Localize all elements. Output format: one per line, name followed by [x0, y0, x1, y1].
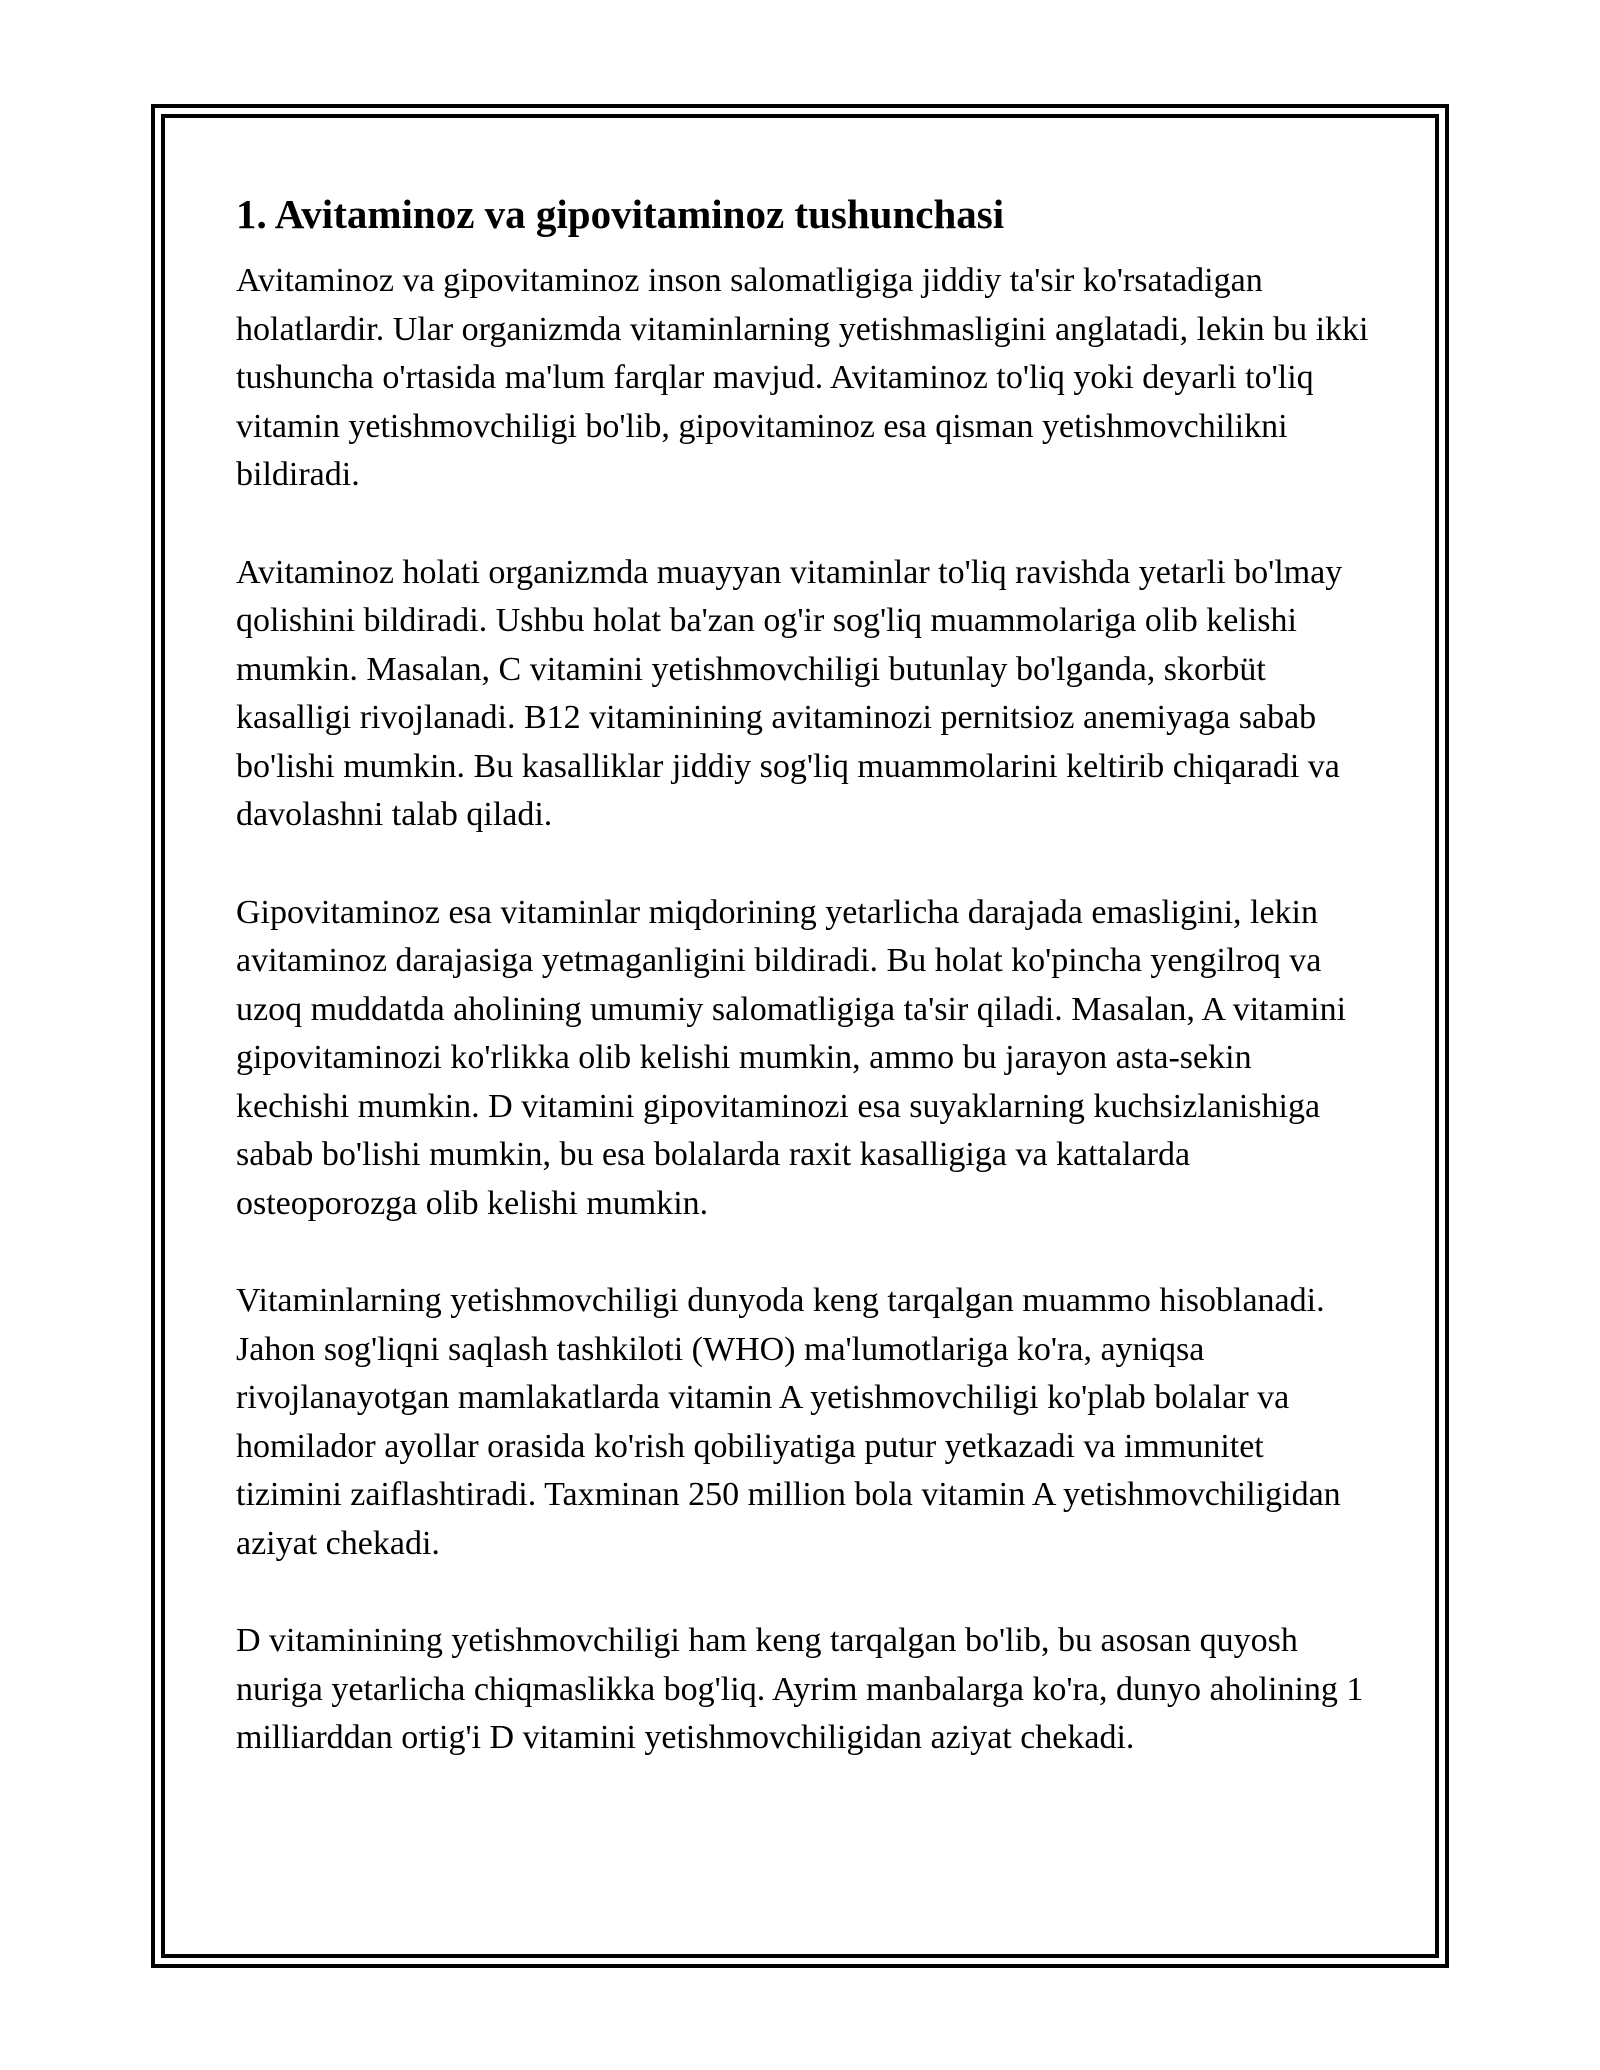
document-body [236, 185, 1371, 1812]
paragraph-4: Vitaminlarning yetishmovchiligi dunyoda keng tarqalgan muammo hisoblanadi. Jahon sog'liqni saqlash tashkiloti (WHO) ma'lumotlariga ko'ra, ayniqsa rivojlanayotgan mamlakatlarda vitamin A yetishmovchiligi ko'plab bolalar va homilador ayollar orasida ko'rish qobiliyatiga putur yetkazadi va immunitet tizimini zaiflashtiradi. Taxminan 250 million bola vitamin A yetishmovchiligidan aziyat chekadi. [236, 1282, 1341, 1562]
section-heading: 1. Avitaminoz va gipovitaminoz tushunchasi [236, 191, 1005, 237]
paragraph-1: Avitaminoz va gipovitaminoz inson salomatligiga jiddiy ta'sir ko'rsatadigan holatlardir. Ular organizmda vitaminlarning yetishmasligini anglatadi, lekin bu ikki tushuncha o'rtasida ma'lum farqlar mavjud. Avitaminoz to'liq yoki deyarli to'liq vitamin yetishmovchiligi bo'lib, gipovitaminoz esa qisman yetishmovchilikni bildiradi. [236, 262, 1369, 493]
paragraph-5: D vitaminining yetishmovchiligi ham keng tarqalgan bo'lib, bu asosan quyosh nuriga yetarlicha chiqmaslikka bog'liq. Ayrim manbalarga ko'ra, dunyo aholining 1 milliarddan ortig'i D vitamini yetishmovchiligidan aziyat chekadi. [236, 1622, 1364, 1756]
paragraph-2: Avitaminoz holati organizmda muayyan vitaminlar to'liq ravishda yetarli bo'lmay qolishini bildiradi. Ushbu holat ba'zan og'ir sog'liq muammolariga olib kelishi mumkin. Masalan, C vitamini yetishmovchiligi butunlay bo'lganda, skorbüt kasalligi rivojlanadi. B12 vitaminining avitaminozi pernitsioz anemiyaga sabab bo'lishi mumkin. Bu kasalliklar jiddiy sog'liq muammolarini keltirib chiqaradi va davolashni talab qiladi. [236, 553, 1343, 833]
paragraph-3: Gipovitaminoz esa vitaminlar miqdorining yetarlicha darajada emasligini, lekin avitaminoz darajasiga yetmaganligini bildiradi. Bu holat ko'pincha yengilroq va uzoq muddatda aholining umumiy salomatligiga ta'sir qiladi. Masalan, A vitamini gipovitaminozi ko'rlikka olib kelishi mumkin, ammo bu jarayon asta-sekin kechishi mumkin. D vitamini gipovitaminozi esa suyaklarning kuchsizlanishiga sabab bo'lishi mumkin, bu esa bolalarda raxit kasalligiga va kattalarda osteoporozga olib kelishi mumkin. [236, 893, 1347, 1222]
